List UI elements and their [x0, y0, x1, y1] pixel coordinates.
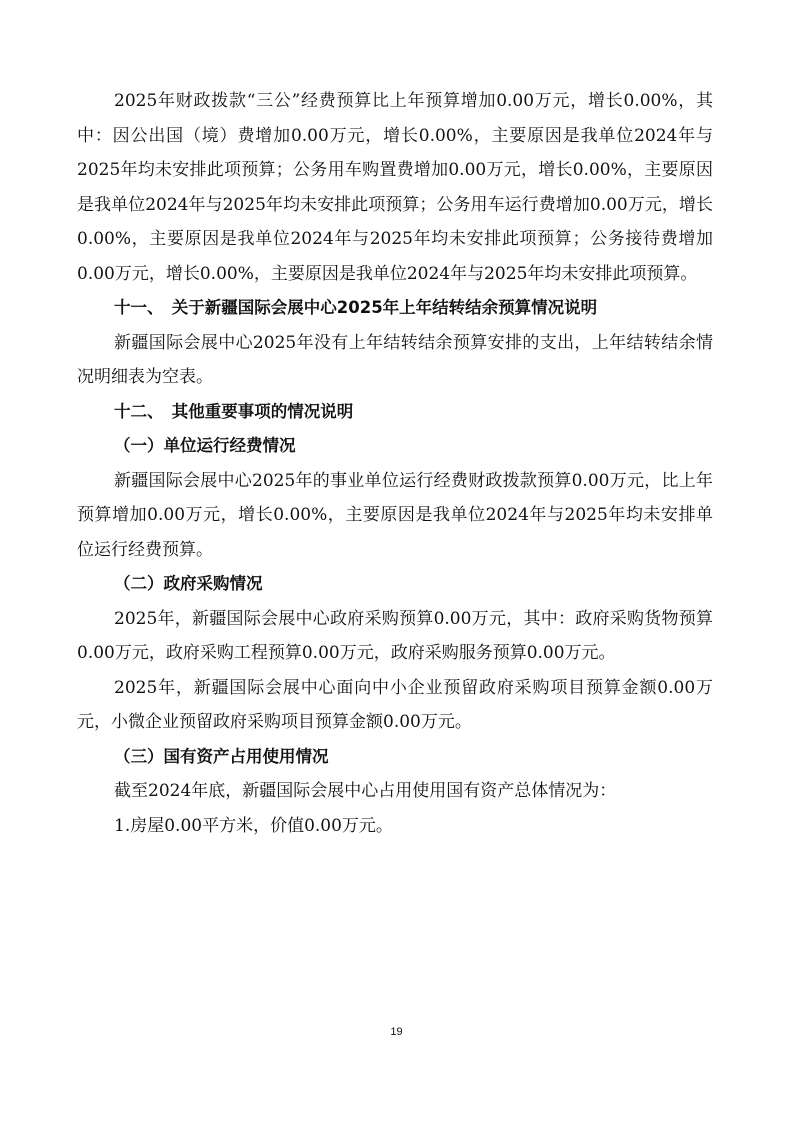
paragraph-three-public-expenses: 2025年财政拨款“三公”经费预算比上年预算增加0.00万元，增长0.00%，其中：因公出国（境）费增加0.00万元，增长0.00%，主要原因是我单位2024年与2025年均未安排此项预算；公务用车购置费增加0.00万元，增长0.00%，主要原因是我单位2024年与2025年均未安排此项预算；公务用车运行费增加0.00万元，增长0.00%，主要原因是我单位2024年与2025年均未安排此项预算；公务接待费增加0.00万元，增长0.00%，主要原因是我单位2024年与2025年均未安排此项预算。 — [77, 91, 713, 284]
subheading-procurement: （二）政府采购情况 — [114, 574, 263, 593]
page-number: 19 — [390, 1026, 403, 1038]
subheading-state-assets: （三）国有资产占用使用情况 — [114, 746, 329, 766]
section-heading-other-matters: 十二、 其他重要事项的情况说明 — [114, 401, 354, 421]
paragraph-procurement: 2025年，新疆国际会展中心政府采购预算0.00万元，其中：政府采购货物预算0.00万元，政府采购工程预算0.00万元，政府采购服务预算0.00万元。 — [77, 608, 713, 663]
paragraph-assets-intro: 截至2024年底，新疆国际会展中心占用使用国有资产总体情况为： — [114, 781, 617, 801]
paragraph-sme-procurement: 2025年，新疆国际会展中心面向中小企业预留政府采购项目预算金额0.00万元，小微企业预留政府采购项目预算金额0.00万元。 — [77, 677, 713, 732]
document-body — [77, 84, 713, 843]
paragraph-carryover: 新疆国际会展中心2025年没有上年结转结余预算安排的支出，上年结转结余情况明细表为空表。 — [77, 332, 713, 387]
subheading-operating-expenses: （一）单位运行经费情况 — [114, 436, 296, 455]
section-heading-carryover: 十一、 关于新疆国际会展中心2025年上年结转结余预算情况说明 — [114, 298, 598, 317]
paragraph-assets-housing: 1.房屋0.00平方米，价值0.00万元。 — [114, 815, 393, 836]
paragraph-operating-expenses: 新疆国际会展中心2025年的事业单位运行经费财政拨款预算0.00万元，比上年预算增加0.00万元，增长0.00%，主要原因是我单位2024年与2025年均未安排单位运行经费预算。 — [77, 470, 713, 560]
